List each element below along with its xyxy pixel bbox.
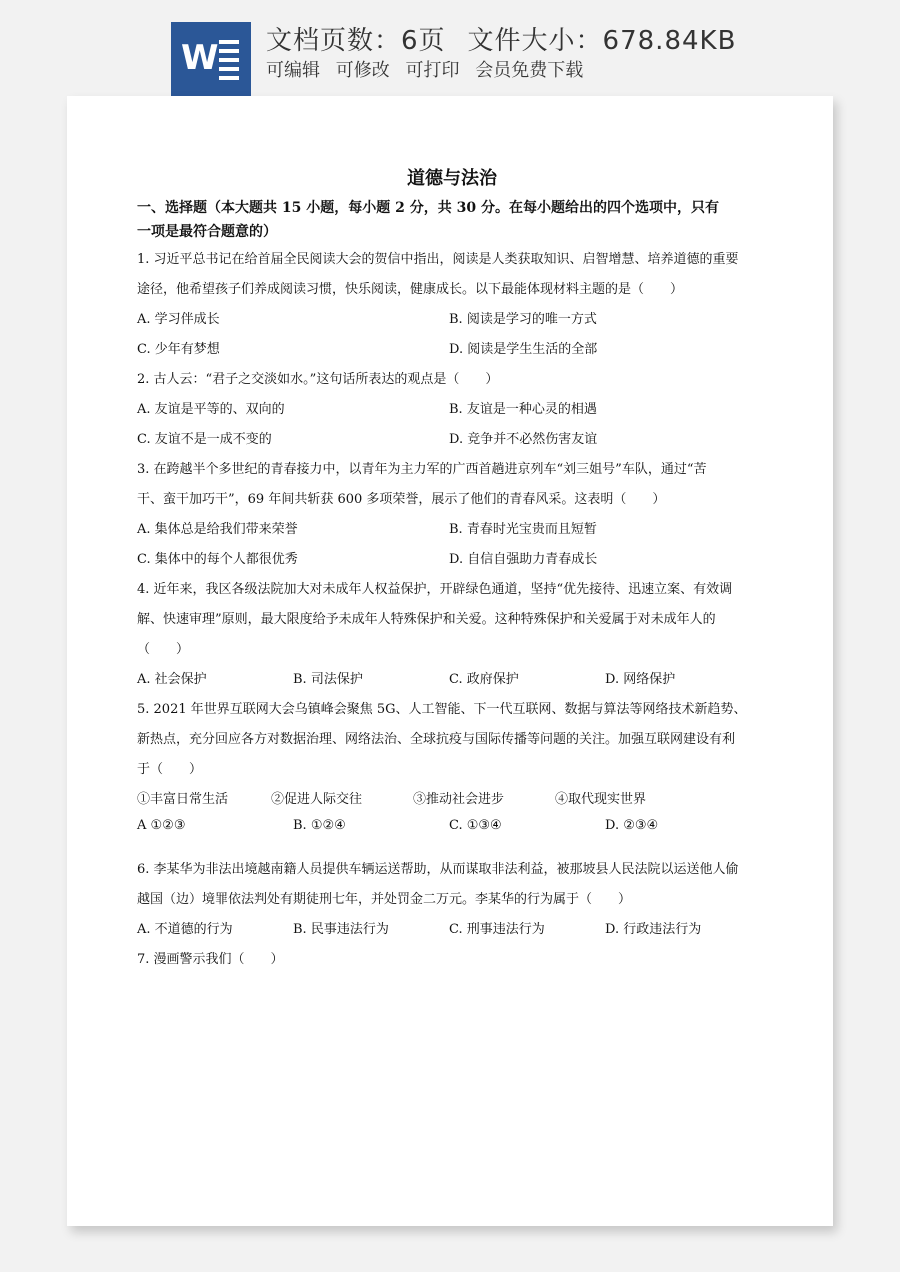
document-title: 道德与法治 — [407, 168, 497, 189]
question-6-option-b: B. 民事违法行为 — [293, 922, 389, 937]
section-heading-line1: 一、选择题（本大题共 15 小题，每小题 2 分，共 30 分。在每小题给出的四个选项中，只有 — [137, 200, 719, 216]
question-2-option-a: A. 友谊是平等的、双向的 — [137, 402, 285, 417]
question-4-option-a: A. 社会保护 — [137, 672, 207, 687]
question-6-line2: 越国（边）境罪依法判处有期徒刑七年，并处罚金二万元。李某华的行为属于（ ） — [137, 892, 632, 907]
question-1-line2: 途径，他希望孩子们养成阅读习惯，快乐阅读，健康成长。以下最能体现材料主题的是（ ） — [137, 282, 684, 297]
question-2-line1: 2. 古人云：“君子之交淡如水。”这句话所表达的观点是（ ） — [137, 372, 499, 387]
question-3-option-c: C. 集体中的每个人都很优秀 — [137, 552, 298, 567]
question-5-option-b: B. ①②④ — [293, 818, 346, 833]
question-4-line2: 解、快速审理”原则，最大限度给予未成年人特殊保护和关爱。这种特殊保护和关爱属于对未成年人的 — [137, 612, 716, 627]
feature-editable: 可编辑 — [266, 60, 320, 81]
page-count: 文档页数：6页 — [266, 26, 446, 56]
feature-list — [266, 56, 593, 82]
question-6-option-a: A. 不道德的行为 — [137, 922, 233, 937]
question-1-option-d: D. 阅读是学生生活的全部 — [449, 342, 598, 357]
question-4-option-c: C. 政府保护 — [449, 672, 519, 687]
feature-member-download: 会员免费下载 — [475, 60, 584, 81]
question-5-statement-2: ②促进人际交往 — [271, 792, 363, 807]
question-2-option-b: B. 友谊是一种心灵的相遇 — [449, 402, 597, 417]
question-1-option-a: A. 学习伴成长 — [137, 312, 220, 327]
question-2-option-d: D. 竞争并不必然伤害友谊 — [449, 432, 598, 447]
question-5-statement-4: ④取代现实世界 — [555, 792, 647, 807]
question-3-option-d: D. 自信自强助力青春成长 — [449, 552, 598, 567]
file-size: 文件大小：678.84KB — [467, 26, 737, 56]
question-1-option-b: B. 阅读是学习的唯一方式 — [449, 312, 597, 327]
question-3-option-a: A. 集体总是给我们带来荣誉 — [137, 522, 298, 537]
file-info — [266, 20, 736, 57]
question-4-line1: 4. 近年来，我区各级法院加大对未成年人权益保护，开辟绿色通道，坚持“优先接待、迅速立案、有效调 — [137, 582, 733, 597]
question-3-line1: 3. 在跨越半个多世纪的青春接力中，以青年为主力军的广西首趟进京列车“刘三姐号”车队，通过“苦 — [137, 462, 707, 477]
question-1-line1: 1. 习近平总书记在给首届全民阅读大会的贺信中指出，阅读是人类获取知识、启智增慧、培养道德的重要 — [137, 252, 739, 267]
feature-printable: 可打印 — [405, 60, 460, 81]
question-5-statement-1: ①丰富日常生活 — [137, 792, 229, 807]
section-heading-line2: 一项是最符合题意的） — [137, 224, 277, 240]
question-5-option-a: A ①②③ — [137, 818, 186, 833]
question-4-option-b: B. 司法保护 — [293, 672, 363, 687]
question-3-line2: 干、蛮干加巧干”，69 年间共斩获 600 多项荣誉，展示了他们的青春风采。这表明（ ） — [137, 492, 666, 507]
question-6-option-d: D. 行政违法行为 — [605, 922, 702, 937]
question-1-option-c: C. 少年有梦想 — [137, 342, 220, 357]
question-5-option-d: D. ②③④ — [605, 818, 659, 833]
question-6-option-c: C. 刑事违法行为 — [449, 922, 545, 937]
download-banner — [0, 0, 900, 96]
question-6-line1: 6. 李某华为非法出境越南籍人员提供车辆运送帮助，从而谋取非法利益，被那坡县人民法院以运送他人偷 — [137, 862, 739, 877]
question-2-option-c: C. 友谊不是一成不变的 — [137, 432, 272, 447]
question-5-line2: 新热点，充分回应各方对数据治理、网络法治、全球抗疫与国际传播等问题的关注。加强互联网建设有利 — [137, 732, 736, 747]
question-4-option-d: D. 网络保护 — [605, 672, 676, 687]
question-4-line3: （ ） — [137, 642, 190, 657]
question-5-line3: 于（ ） — [137, 762, 203, 777]
question-7-line1: 7. 漫画警示我们（ ） — [137, 952, 284, 967]
question-3-option-b: B. 青春时光宝贵而且短暂 — [449, 522, 597, 537]
word-document-icon: W — [171, 22, 251, 96]
question-5-line1: 5. 2021 年世界互联网大会乌镇峰会聚焦 5G、人工智能、下一代互联网、数据与算法等网络技术新趋势、 — [137, 702, 747, 717]
feature-modifiable: 可修改 — [335, 60, 390, 81]
section-heading — [137, 196, 767, 244]
question-5-statement-3: ③推动社会进步 — [413, 792, 505, 807]
document-page — [67, 96, 833, 1226]
question-5-option-c: C. ①③④ — [449, 818, 502, 833]
